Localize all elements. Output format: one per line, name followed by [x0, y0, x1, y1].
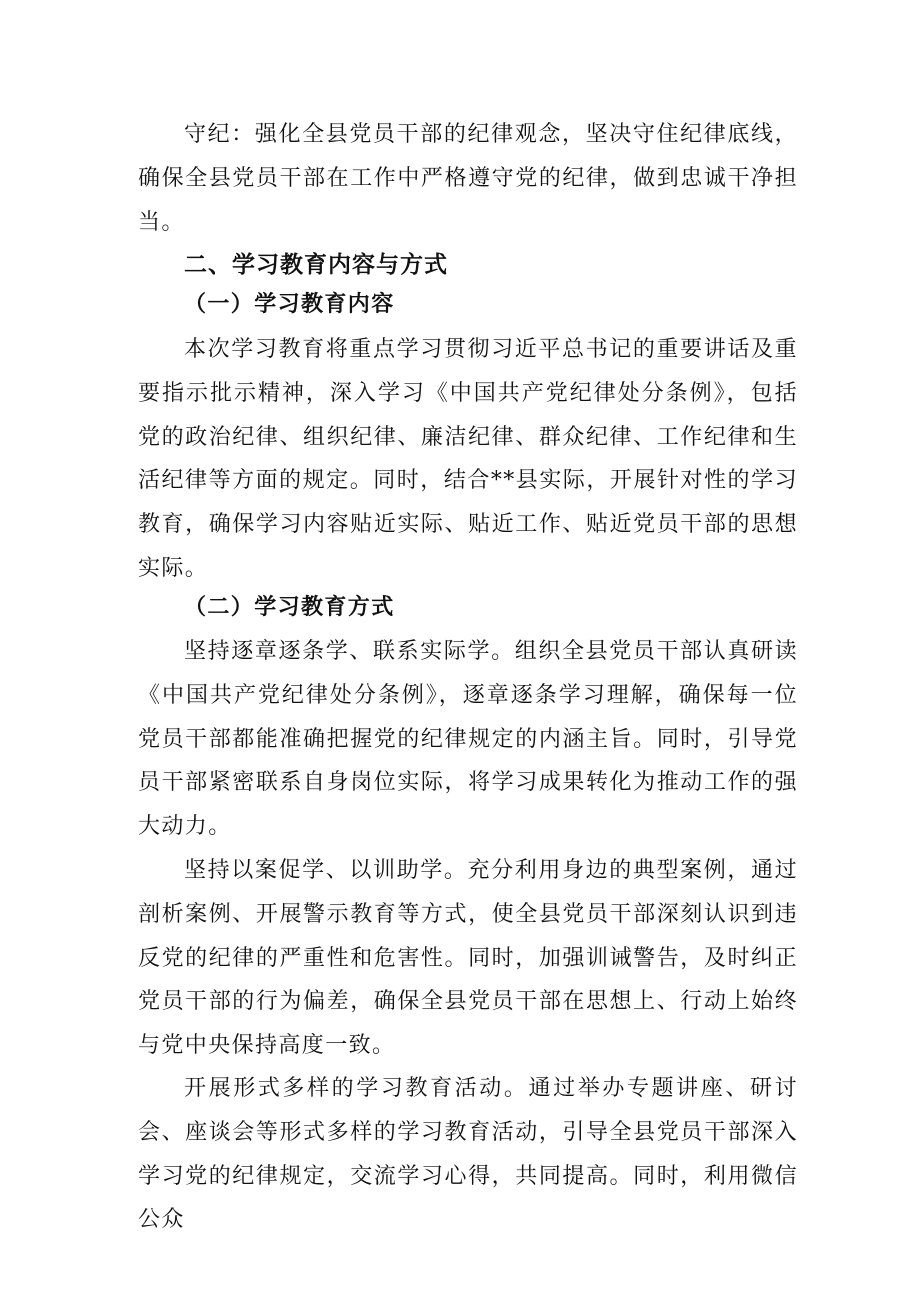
paragraph-study-content: 本次学习教育将重点学习贯彻习近平总书记的重要讲话及重要指示批示精神，深入学习《中国共产党纪律处分条例》，包括党的政治纪律、组织纪律、廉洁纪律、群众纪律、工作纪律和生活纪律等方面的规定。同时，结合**县实际，开展针对性的学习教育，确保学习内容贴近实际、贴近工作、贴近党员干部的思想实际。 — [138, 337, 798, 581]
subheading-method: （二）学习教育方式 — [184, 594, 395, 620]
paragraph-case-study: 坚持以案促学、以训助学。充分利用身边的典型案例，通过剖析案例、开展警示教育等方式，使全县党员干部深刻认识到违反党的纪律的严重性和危害性。同时，加强训诫警告，及时纠正党员干部的行为偏差，确保全县党员干部在思想上、行动上始终与党中央保持高度一致。 — [138, 858, 798, 1059]
subheading-content: （一）学习教育内容 — [184, 291, 395, 317]
paragraph-activities: 开展形式多样的学习教育活动。通过举办专题讲座、研讨会、座谈会等形式多样的学习教育活动，引导全县党员干部深入学习党的纪律规定，交流学习心得，共同提高。同时，利用微信公众 — [138, 1076, 798, 1233]
paragraph-chapter-study: 坚持逐章逐条学、联系实际学。组织全县党员干部认真研读《中国共产党纪律处分条例》，逐章逐条学习理解，确保每一位党员干部都能准确把握党的纪律规定的内涵主旨。同时，引导党员干部紧密联系自身岗位实际，将学习成果转化为推动工作的强大动力。 — [138, 639, 798, 840]
section-heading: 二、学习教育内容与方式 — [184, 252, 448, 278]
paragraph-discipline-goal: 守纪：强化全县党员干部的纪律观念，坚决守住纪律底线，确保全县党员干部在工作中严格遵守党的纪律，做到忠诚干净担当。 — [138, 122, 798, 235]
